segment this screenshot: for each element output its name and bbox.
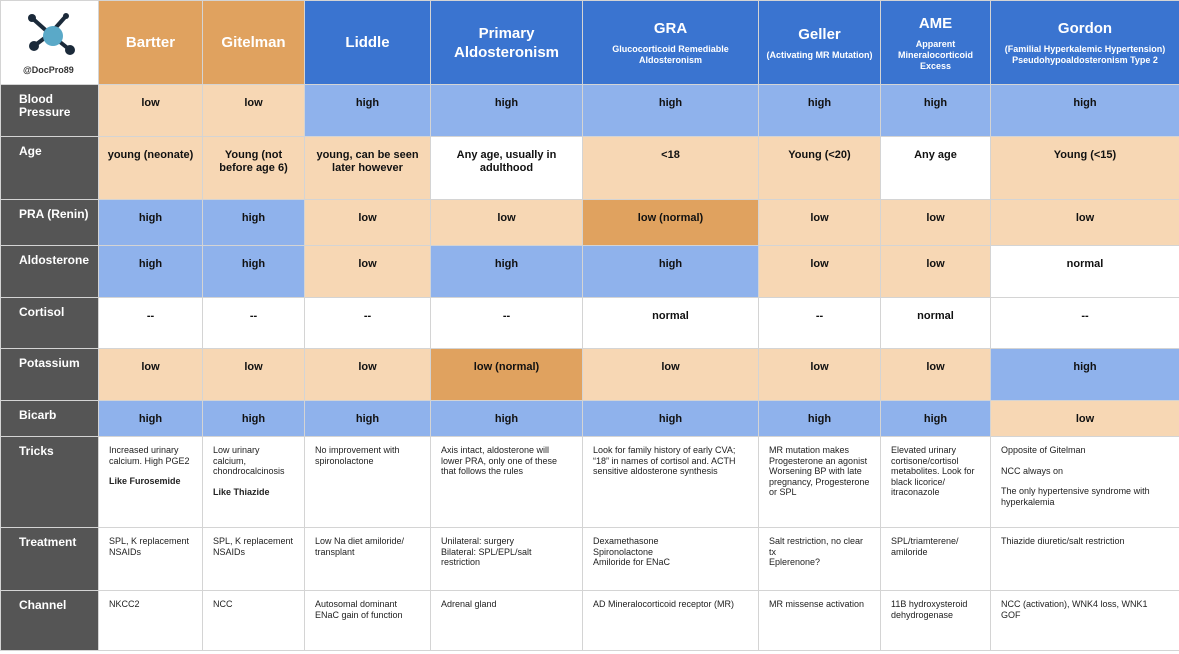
cell-line: Bilateral: SPL/EPL/salt restriction bbox=[441, 546, 532, 567]
value-cell: low bbox=[759, 349, 881, 401]
column-header-geller bbox=[759, 1, 881, 85]
row-label: Bicarb bbox=[1, 401, 99, 437]
column-header-ame bbox=[881, 1, 991, 85]
column-title: Liddle bbox=[345, 34, 390, 51]
cell-line: Thiazide diuretic/salt restriction bbox=[1001, 536, 1125, 546]
value-cell: high bbox=[305, 85, 431, 137]
cell-line: Look for family history of early CVA; “18” in names of cortisol and. ACTH sensitive aldosterone synthesis bbox=[593, 445, 736, 476]
cell-line: No improvement with spironolactone bbox=[315, 445, 400, 466]
text-cell bbox=[431, 528, 583, 591]
table-row bbox=[1, 591, 1179, 651]
value-cell: Any age bbox=[881, 137, 991, 200]
text-cell bbox=[99, 591, 203, 651]
author-handle: @DocPro89 bbox=[23, 65, 74, 75]
cell-line: Worsening BP with late pregnancy, Progesterone or SPL bbox=[769, 466, 870, 497]
value-cell: high bbox=[203, 401, 305, 437]
value-cell: high bbox=[99, 246, 203, 298]
text-cell bbox=[203, 591, 305, 651]
cell-line: Low Na diet amiloride/ transplant bbox=[315, 536, 405, 557]
cell-line: Amiloride for ENaC bbox=[593, 557, 671, 567]
value-cell: -- bbox=[99, 298, 203, 349]
value-cell: young, can be seen later however bbox=[305, 137, 431, 200]
value-cell: Young (<20) bbox=[759, 137, 881, 200]
cell-line: 11B hydroxysteroid dehydrogenase bbox=[891, 599, 968, 620]
row-label: Blood Pressure bbox=[1, 85, 99, 137]
logo-cell bbox=[1, 1, 99, 85]
value-cell: high bbox=[583, 85, 759, 137]
value-cell: high bbox=[583, 401, 759, 437]
row-label: Cortisol bbox=[1, 298, 99, 349]
text-cell bbox=[881, 437, 991, 528]
value-cell: -- bbox=[305, 298, 431, 349]
table-row bbox=[1, 401, 1179, 437]
value-cell: high bbox=[759, 401, 881, 437]
value-cell: normal bbox=[991, 246, 1179, 298]
cell-line: SPL/triamterene/ amiloride bbox=[891, 536, 959, 557]
cell-line: Increased urinary calcium. High PGE2 bbox=[109, 445, 190, 466]
text-cell bbox=[991, 437, 1179, 528]
text-cell bbox=[991, 528, 1179, 591]
cell-line: NCC (activation), WNK4 loss, WNK1 GOF bbox=[1001, 599, 1148, 620]
cell-line: SPL, K replacement NSAIDs bbox=[213, 536, 294, 557]
value-cell: low bbox=[99, 349, 203, 401]
column-subtitle: (Activating MR Mutation) bbox=[766, 49, 873, 60]
table-row bbox=[1, 200, 1179, 246]
text-cell bbox=[305, 591, 431, 651]
column-header-gra bbox=[583, 1, 759, 85]
column-subtitle: Glucocorticoid Remediable Aldosteronism bbox=[612, 44, 729, 65]
text-cell bbox=[991, 591, 1179, 651]
text-cell bbox=[759, 437, 881, 528]
column-title: GRA bbox=[653, 20, 688, 37]
row-label: Channel bbox=[1, 591, 99, 651]
text-cell bbox=[431, 591, 583, 651]
cell-line: Unilateral: surgery bbox=[441, 536, 515, 546]
table-row bbox=[1, 246, 1179, 298]
cell-line: Autosomal dominant ENaC gain of function bbox=[315, 599, 403, 620]
value-cell: low bbox=[203, 349, 305, 401]
text-cell bbox=[99, 528, 203, 591]
table-row bbox=[1, 298, 1179, 349]
value-cell: high bbox=[431, 246, 583, 298]
text-cell bbox=[583, 591, 759, 651]
column-header-gordon bbox=[991, 1, 1179, 85]
value-cell: low bbox=[583, 349, 759, 401]
value-cell: low bbox=[99, 85, 203, 137]
column-title: Geller bbox=[798, 25, 841, 43]
cell-line: Like Furosemide bbox=[109, 476, 181, 486]
value-cell: -- bbox=[991, 298, 1179, 349]
cell-line: MR missense activation bbox=[769, 599, 865, 609]
table-row bbox=[1, 85, 1179, 137]
value-cell: low (normal) bbox=[583, 200, 759, 246]
value-cell: high bbox=[431, 85, 583, 137]
value-cell: high bbox=[99, 200, 203, 246]
value-cell: -- bbox=[203, 298, 305, 349]
cell-line: AD Mineralocorticoid receptor (MR) bbox=[593, 599, 735, 609]
row-label: PRA (Renin) bbox=[1, 200, 99, 246]
column-title: Primary Aldosteronism bbox=[453, 24, 559, 61]
cell-line: SPL, K replacement NSAIDs bbox=[109, 536, 190, 557]
column-header-primary-aldosteronism bbox=[431, 1, 583, 85]
column-title: Gitelman bbox=[221, 34, 286, 51]
value-cell: normal bbox=[583, 298, 759, 349]
text-cell bbox=[431, 437, 583, 528]
value-cell: low bbox=[759, 246, 881, 298]
value-cell: low bbox=[759, 200, 881, 246]
text-cell bbox=[99, 437, 203, 528]
cell-line: NCC bbox=[213, 599, 233, 609]
cell-line: Spironolactone bbox=[593, 546, 654, 557]
text-cell bbox=[203, 437, 305, 528]
value-cell: high bbox=[881, 401, 991, 437]
column-header-liddle bbox=[305, 1, 431, 85]
cell-line: Opposite of Gitelman bbox=[1001, 445, 1086, 455]
value-cell: low bbox=[991, 401, 1179, 437]
cell-line: Elevated urinary cortisone/cortisol metabolites. Look for black licorice/ itraconazole bbox=[891, 445, 975, 497]
value-cell: low bbox=[431, 200, 583, 246]
text-cell bbox=[305, 528, 431, 591]
row-label: Tricks bbox=[1, 437, 99, 528]
column-title: Gordon bbox=[1057, 20, 1113, 37]
row-label: Aldosterone bbox=[1, 246, 99, 298]
column-title: Bartter bbox=[125, 34, 176, 51]
text-cell bbox=[881, 591, 991, 651]
text-cell bbox=[881, 528, 991, 591]
row-label: Potassium bbox=[1, 349, 99, 401]
value-cell: -- bbox=[431, 298, 583, 349]
cell-line: Salt restriction, no clear tx bbox=[769, 536, 864, 557]
cell-line: Dexamethasone bbox=[593, 536, 659, 546]
cell-line: Like Thiazide bbox=[213, 486, 270, 497]
value-cell: high bbox=[881, 85, 991, 137]
value-cell: high bbox=[991, 349, 1179, 401]
value-cell: high bbox=[759, 85, 881, 137]
column-subtitle: Apparent Mineralocorticoid Excess bbox=[897, 38, 973, 71]
molecule-logo-icon bbox=[20, 10, 80, 58]
column-subtitle: Pseudohypoaldosteronism Type 2 bbox=[1012, 55, 1158, 65]
value-cell: low bbox=[305, 200, 431, 246]
value-cell: low bbox=[991, 200, 1179, 246]
cell-line: NKCC2 bbox=[109, 599, 140, 609]
table-row bbox=[1, 349, 1179, 401]
value-cell: Any age, usually in adulthood bbox=[431, 137, 583, 200]
table-row bbox=[1, 528, 1179, 591]
value-cell: low bbox=[881, 246, 991, 298]
value-cell: low bbox=[305, 349, 431, 401]
value-cell: low bbox=[305, 246, 431, 298]
table-row bbox=[1, 137, 1179, 200]
table-row bbox=[1, 437, 1179, 528]
text-cell bbox=[583, 437, 759, 528]
row-label: Treatment bbox=[1, 528, 99, 591]
value-cell: Young (<15) bbox=[991, 137, 1179, 200]
column-header-bartter bbox=[99, 1, 203, 85]
text-cell bbox=[759, 591, 881, 651]
cell-line: MR mutation makes Progesterone an agonist bbox=[769, 445, 868, 466]
value-cell: high bbox=[203, 200, 305, 246]
cell-line: Axis intact, aldosterone will lower PRA, only one of these that follows the rules bbox=[441, 445, 558, 476]
cell-line: Low urinary calcium, chondrocalcinosis bbox=[213, 445, 285, 476]
value-cell: high bbox=[431, 401, 583, 437]
value-cell: low bbox=[881, 349, 991, 401]
column-subtitle: (Familial Hyperkalemic Hypertension) bbox=[1004, 44, 1166, 54]
value-cell: <18 bbox=[583, 137, 759, 200]
value-cell: low (normal) bbox=[431, 349, 583, 401]
column-title: AME bbox=[918, 14, 953, 32]
value-cell: young (neonate) bbox=[99, 137, 203, 200]
text-cell bbox=[583, 528, 759, 591]
cell-line: Eplerenone? bbox=[769, 557, 821, 567]
text-cell bbox=[305, 437, 431, 528]
value-cell: high bbox=[305, 401, 431, 437]
value-cell: high bbox=[203, 246, 305, 298]
value-cell: low bbox=[203, 85, 305, 137]
column-header-gitelman bbox=[203, 1, 305, 85]
cell-line: The only hypertensive syndrome with hyperkalemia bbox=[1001, 486, 1150, 507]
text-cell bbox=[759, 528, 881, 591]
value-cell: high bbox=[583, 246, 759, 298]
cell-line: Adrenal gland bbox=[441, 599, 497, 609]
row-label: Age bbox=[1, 137, 99, 200]
value-cell: high bbox=[99, 401, 203, 437]
value-cell: Young (not before age 6) bbox=[203, 137, 305, 200]
text-cell bbox=[203, 528, 305, 591]
cell-line: NCC always on bbox=[1001, 465, 1064, 476]
value-cell: high bbox=[991, 85, 1179, 137]
value-cell: normal bbox=[881, 298, 991, 349]
value-cell: low bbox=[881, 200, 991, 246]
value-cell: -- bbox=[759, 298, 881, 349]
